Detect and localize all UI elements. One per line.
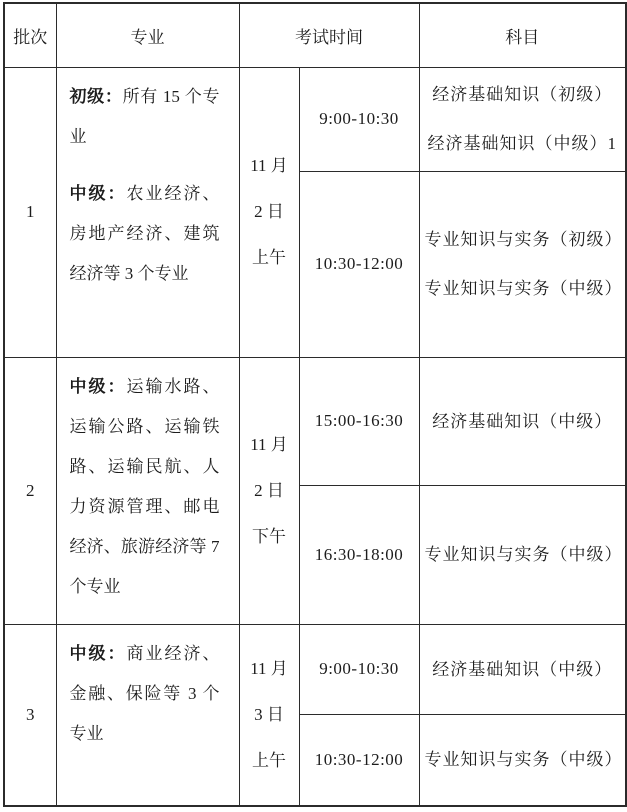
table-row	[4, 357, 626, 485]
date-line: 下午	[252, 526, 286, 546]
header-subject: 科目	[419, 3, 626, 67]
time-cell: 10:30-12:00	[299, 171, 419, 357]
table-row	[4, 624, 626, 714]
date-line: 11 月	[250, 658, 288, 678]
level-label: 中级：	[69, 183, 127, 203]
date-line: 3 日	[254, 704, 284, 724]
time-cell: 9:00-10:30	[299, 624, 419, 714]
time-cell: 9:00-10:30	[299, 67, 419, 171]
date-cell-batch-2	[239, 357, 299, 624]
subject-item: 专业知识与实务（初级）	[424, 230, 623, 249]
specialty-paragraph	[70, 174, 220, 294]
level-label: 中级：	[69, 376, 127, 396]
subject-item: 经济基础知识（中级）1	[427, 134, 617, 153]
subject-item: 经济基础知识（中级）	[432, 659, 613, 679]
date-cell-batch-1	[239, 67, 299, 357]
table-row	[4, 67, 626, 171]
level-label: 初级：	[69, 86, 123, 106]
level-label: 中级：	[69, 643, 127, 663]
table-header-row	[4, 3, 626, 67]
date-line: 2 日	[254, 202, 284, 221]
subject-item: 经济基础知识（初级）	[432, 85, 613, 104]
specialty-text: 商业经济、金融、保险等 3 个专业	[69, 643, 220, 743]
batch-2-cell: 2	[4, 357, 56, 624]
subject-cell	[419, 67, 626, 171]
subject-cell	[419, 624, 626, 714]
date-line: 上午	[252, 248, 286, 267]
exam-schedule-table	[3, 2, 627, 807]
time-cell: 16:30-18:00	[299, 485, 419, 624]
header-specialty: 专业	[56, 3, 239, 67]
date-line: 11 月	[250, 434, 288, 454]
specialty-text: 运输水路、运输公路、运输铁路、运输民航、人力资源管理、邮电经济、旅游经济等 7 个专业	[69, 376, 220, 596]
specialty-cell-batch-3	[56, 624, 239, 806]
subject-cell	[419, 714, 626, 806]
subject-cell	[419, 485, 626, 624]
subject-cell	[419, 171, 626, 357]
date-cell-batch-3	[239, 624, 299, 806]
specialty-cell-batch-1	[56, 67, 239, 357]
subject-item: 专业知识与实务（中级）	[424, 750, 623, 770]
date-line: 11 月	[250, 156, 288, 175]
specialty-text: 农业经济、房地产经济、建筑经济等 3 个专业	[69, 183, 220, 283]
date-line: 2 日	[254, 480, 284, 500]
specialty-text: 所有 15 个专业	[69, 86, 220, 146]
time-cell: 15:00-16:30	[299, 357, 419, 485]
header-batch: 批次	[4, 3, 56, 67]
batch-1-cell: 1	[4, 67, 56, 357]
subject-item: 专业知识与实务（中级）	[424, 545, 623, 565]
subject-item: 经济基础知识（中级）	[432, 411, 613, 431]
time-cell: 10:30-12:00	[299, 714, 419, 806]
subject-item: 专业知识与实务（中级）	[424, 279, 623, 298]
specialty-cell-batch-2	[56, 357, 239, 624]
header-exam-time: 考试时间	[239, 3, 419, 67]
specialty-paragraph	[70, 634, 220, 754]
date-line: 上午	[252, 750, 286, 770]
subject-cell	[419, 357, 626, 485]
batch-3-cell: 3	[4, 624, 56, 806]
specialty-paragraph	[70, 367, 220, 607]
specialty-paragraph	[70, 77, 220, 157]
